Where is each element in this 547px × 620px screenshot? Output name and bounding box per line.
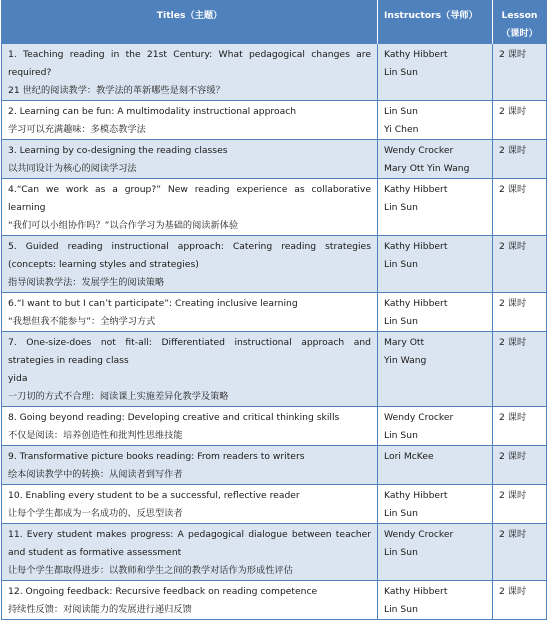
course-title-line: 7. One-size-does not fit-all: Differentiated instructional approach and strategies in reading class	[8, 337, 371, 366]
instructors-cell	[378, 236, 493, 293]
header-lesson-zh: （课时）	[501, 28, 538, 39]
course-title-line: 让每个学生都成为一名成功的、反思型读者	[8, 508, 183, 519]
instructor-name: Lori McKee	[384, 451, 434, 462]
table-row	[2, 485, 547, 524]
course-table-wrapper	[1, 0, 546, 620]
course-table	[1, 0, 547, 620]
course-title-line: 8. Going beyond reading: Developing creative and critical thinking skills	[8, 412, 340, 423]
instructor-name: Lin Sun	[384, 106, 418, 117]
header-row	[2, 1, 547, 44]
course-title-line: 2. Learning can be fun: A multimodality instructional approach	[8, 106, 297, 117]
course-title-cell	[2, 524, 378, 581]
course-title-cell	[2, 485, 378, 524]
instructors-cell	[378, 524, 493, 581]
instructors-cell	[378, 485, 493, 524]
instructors-cell	[378, 332, 493, 407]
instructors-cell	[378, 407, 493, 446]
course-title-line: “我们可以小组协作吗？”以合作学习为基础的阅读新体验	[8, 220, 239, 231]
instructor-name: Lin Sun	[384, 508, 418, 519]
course-title-line: 3. Learning by co-designing the reading classes	[8, 145, 228, 156]
lesson-cell	[493, 485, 547, 524]
table-row	[2, 101, 547, 140]
course-title-line: 21 世纪的阅读教学：教学法的革新哪些是刻不容缓？	[8, 85, 225, 96]
lesson-cell	[493, 581, 547, 620]
course-title-line: 5. Guided reading instructional approach: Catering reading strategies (concepts: learning styles and strategies)	[8, 241, 371, 270]
course-title-line: 不仅是阅读：培养创造性和批判性思维技能	[8, 430, 183, 441]
table-row	[2, 524, 547, 581]
course-title-line: 以共同设计为核心的阅读学习法	[8, 163, 137, 174]
lesson-cell	[493, 293, 547, 332]
course-title-line: 6.“I want to but I can’t participate”: Creating inclusive learning	[8, 298, 298, 309]
lesson-count: 2 课时	[499, 106, 527, 117]
table-row	[2, 446, 547, 485]
course-title-line: 学习可以充满趣味：多模态教学法	[8, 124, 146, 135]
lesson-count: 2 课时	[499, 298, 527, 309]
instructors-cell	[378, 581, 493, 620]
course-title-cell	[2, 293, 378, 332]
table-row	[2, 332, 547, 407]
table-row	[2, 179, 547, 236]
lesson-count: 2 课时	[499, 529, 527, 540]
instructor-name: Lin Sun	[384, 547, 418, 558]
instructor-name: Kathy Hibbert	[384, 49, 448, 60]
course-title-line: 持续性反馈：对阅读能力的发展进行递归反馈	[8, 604, 192, 615]
instructor-name: Wendy Crocker	[384, 412, 454, 423]
course-title-cell	[2, 581, 378, 620]
instructors-cell	[378, 293, 493, 332]
lesson-count: 2 课时	[499, 412, 527, 423]
lesson-cell	[493, 407, 547, 446]
course-title-line: “我想但我不能参与”：全纳学习方式	[8, 316, 156, 327]
table-body	[2, 44, 547, 620]
lesson-count: 2 课时	[499, 586, 527, 597]
instructor-name: Wendy Crocker	[384, 145, 454, 156]
lesson-count: 2 课时	[499, 451, 527, 462]
course-title-cell	[2, 236, 378, 293]
table-row	[2, 581, 547, 620]
course-title-line: 12. Ongoing feedback: Recursive feedback on reading competence	[8, 586, 318, 597]
course-title-line: yida	[8, 373, 28, 384]
course-title-line: 指导阅读教学法：发展学生的阅读策略	[8, 277, 165, 288]
course-title-line: 9. Transformative picture books reading: From readers to writers	[8, 451, 305, 462]
course-title-cell	[2, 179, 378, 236]
lesson-cell	[493, 446, 547, 485]
instructor-name: Kathy Hibbert	[384, 298, 448, 309]
lesson-count: 2 课时	[499, 49, 527, 60]
instructors-cell	[378, 140, 493, 179]
instructor-name: Lin Sun	[384, 604, 418, 615]
instructor-name: Kathy Hibbert	[384, 241, 448, 252]
instructor-name: Lin Sun	[384, 259, 418, 270]
lesson-count: 2 课时	[499, 337, 527, 348]
lesson-cell	[493, 101, 547, 140]
table-row	[2, 44, 547, 101]
header-titles: Titles（主题）	[2, 1, 378, 44]
instructor-name: Yin Wang	[384, 355, 427, 366]
lesson-cell	[493, 44, 547, 101]
course-title-line: 4.“Can we work as a group?” New reading experience as collaborative learning	[8, 184, 371, 213]
instructor-name: Mary Ott Yin Wang	[384, 163, 470, 174]
course-title-cell	[2, 332, 378, 407]
course-title-cell	[2, 407, 378, 446]
instructors-cell	[378, 446, 493, 485]
course-title-line: 11. Every student makes progress: A pedagogical dialogue between teacher and student as formative assessment	[8, 529, 371, 558]
course-title-line: 一刀切的方式不合理：阅读课上实施差异化教学及策略	[8, 391, 229, 402]
instructors-cell	[378, 179, 493, 236]
header-lesson	[493, 1, 547, 44]
course-title-line: 10. Enabling every student to be a successful, reflective reader	[8, 490, 300, 501]
instructor-name: Wendy Crocker	[384, 529, 454, 540]
course-title-cell	[2, 44, 378, 101]
lesson-count: 2 课时	[499, 145, 527, 156]
course-title-cell	[2, 140, 378, 179]
lesson-cell	[493, 332, 547, 407]
instructor-name: Lin Sun	[384, 430, 418, 441]
lesson-cell	[493, 179, 547, 236]
table-row	[2, 236, 547, 293]
course-title-cell	[2, 101, 378, 140]
lesson-count: 2 课时	[499, 184, 527, 195]
lesson-cell	[493, 140, 547, 179]
course-title-line: 1. Teaching reading in the 21st Century: What pedagogical changes are required?	[8, 49, 371, 78]
lesson-count: 2 课时	[499, 490, 527, 501]
instructors-cell	[378, 101, 493, 140]
table-row	[2, 293, 547, 332]
instructor-name: Lin Sun	[384, 202, 418, 213]
header-instructors: Instructors（导师）	[378, 1, 493, 44]
instructor-name: Lin Sun	[384, 316, 418, 327]
instructors-cell	[378, 44, 493, 101]
instructor-name: Kathy Hibbert	[384, 490, 448, 501]
instructor-name: Yi Chen	[384, 124, 419, 135]
lesson-count: 2 课时	[499, 241, 527, 252]
lesson-cell	[493, 524, 547, 581]
course-title-line: 绘本阅读教学中的转换：从阅读者到写作者	[8, 469, 183, 480]
lesson-cell	[493, 236, 547, 293]
course-title-line: 让每个学生都取得进步：以教师和学生之间的教学对话作为形成性评估	[8, 565, 293, 576]
table-row	[2, 407, 547, 446]
instructor-name: Lin Sun	[384, 67, 418, 78]
instructor-name: Kathy Hibbert	[384, 184, 448, 195]
instructor-name: Mary Ott	[384, 337, 425, 348]
instructor-name: Kathy Hibbert	[384, 586, 448, 597]
table-row	[2, 140, 547, 179]
header-lesson-en: Lesson	[501, 10, 538, 21]
table-header	[2, 1, 547, 44]
course-title-cell	[2, 446, 378, 485]
